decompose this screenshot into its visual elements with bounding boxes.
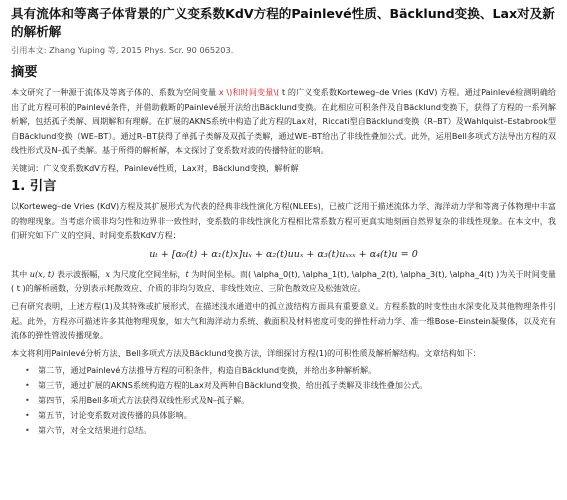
citation-line: 引用本文: Zhang Yuping 等, 2015 Phys. Scr. 90 065203. [11, 45, 234, 55]
abstract-highlighted-text: x \)和时间变量\( [218, 87, 283, 97]
outline-item: • 第三节，通过扩展的AKNS系统构造方程的Lax对及两种自Bäcklund变换，给出孤子类解及非线性叠加公式。 [21, 378, 556, 393]
intro-paragraph-2 [11, 267, 556, 296]
abstract-paragraph [11, 85, 556, 158]
intro-p2-text-c: 为尺度化空间坐标， [110, 268, 186, 279]
intro-paragraph-3: 已有研究表明，上述方程(1)及其特殊或扩展形式，在描述浅水通道中的孤立波结构方面具有重要意义。方程系数的时变性由水深变化及其他物理条件引起。此外，方程亦可描述许多其他物理现象，如大气和海洋动力系统、截面积及材料密度可变的弹性杆动力学、准一维Bose–Einstein凝聚体，以及充有流体的弹性管波传播现象。 [11, 300, 556, 341]
intro-p2-math-x: x [105, 268, 111, 279]
intro-p2-text-d: 为时间坐标。而( \alpha_0(t), \alpha_1(t), \alpha_2(t), \alpha_3(t), \alpha_4(t) )为关于时间变量( t )的解析函数，分别表示耗散效应、介质的非均匀效应、非线性效应、三阶色散效应及松弛效应。 [11, 268, 557, 294]
outline-item: • 第二节，通过Painlevé方法推导方程的可积条件，构造自Bäcklund变换，并给出多种解析解。 [21, 363, 556, 378]
intro-p2-math-u: u(x, t) [29, 268, 55, 279]
kdv-equation: uₜ + [α₀(t) + α₁(t)x]uₓ + α₂(t)uuₓ + α₃(t)uₓₓₓ + α₄(t)u = 0 [149, 248, 418, 260]
intro-p2-text-b: 表示波振幅， [54, 268, 106, 279]
outline-item: • 第五节，讨论变系数对波传播的具体影响。 [21, 408, 556, 423]
outline-list [11, 363, 556, 437]
article-title: 具有流体和等离子体背景的广义变系数KdV方程的Painlevé性质、Bäcklund变换、Lax对及新的解析解 [11, 6, 555, 39]
intro-p2-math-t: t [185, 268, 189, 279]
outline-item: • 第四节，采用Bell多项式方法获得双线性形式及N–孤子解。 [21, 393, 556, 408]
intro-p2-text-a: 其中 [11, 268, 30, 279]
abstract-text-start: 本文研究了一种源于流体及等离子体的、系数为空间变量 [11, 87, 219, 97]
abstract-heading: 摘要 [11, 65, 38, 80]
intro-paragraph-1: 以Korteweg–de Vries (KdV)方程及其扩展形式为代表的经典非线性演化方程(NLEEs)，已被广泛用于描述流体力学、海洋动力学和等离子体物理中丰富的物理现象。当考虑介质非均匀性和边界非一致性时，变系数的非线性演化方程相比常系数方程可更真实地刻画自然界复杂的非线性现象。在本文中，我们研究如下广义的空间、时间变系数KdV方程： [11, 200, 556, 241]
outline-item: • 第六节，对全文结果进行总结。 [21, 423, 556, 438]
abstract-text-rest: t 的广义变系数Korteweg–de Vries (KdV) 方程。通过Painlevé检测明确给出了此方程可积的Painlevé条件，并借助截断的Painlevé展开法给出Bäcklund变换。在此相应可积条件及自Bäcklund变换下，获得了方程的一系列解析解，包括孤子类解、周期解和有理解。在扩展的AKNS系统中构造了此方程的Lax对，Riccati型自Bäcklund变换（R–BT）及Wahlquist–Estabrook型自Bäcklund变换（WE–BT）。通过R–BT获得了单孤子类解及双孤子类解，通过WE–BT给出了非线性叠加公式。此外，运用Bell多项式方法导出方程的双线性形式及N–孤子类解。基于所得的解析解，本文探讨了变系数对波的传播特征的影响。 [11, 87, 556, 156]
keywords-line: 关键词：广义变系数KdV方程，Painlevé性质，Lax对，Bäcklund变换，解析解 [11, 162, 299, 173]
intro-paragraph-4: 本文将利用Painlevé分析方法、Bell多项式方法及Bäcklund变换方法，详细探讨方程(1)的可积性质及解析解结构。文章结构如下： [11, 347, 481, 358]
intro-heading: 1. 引言 [11, 178, 57, 194]
